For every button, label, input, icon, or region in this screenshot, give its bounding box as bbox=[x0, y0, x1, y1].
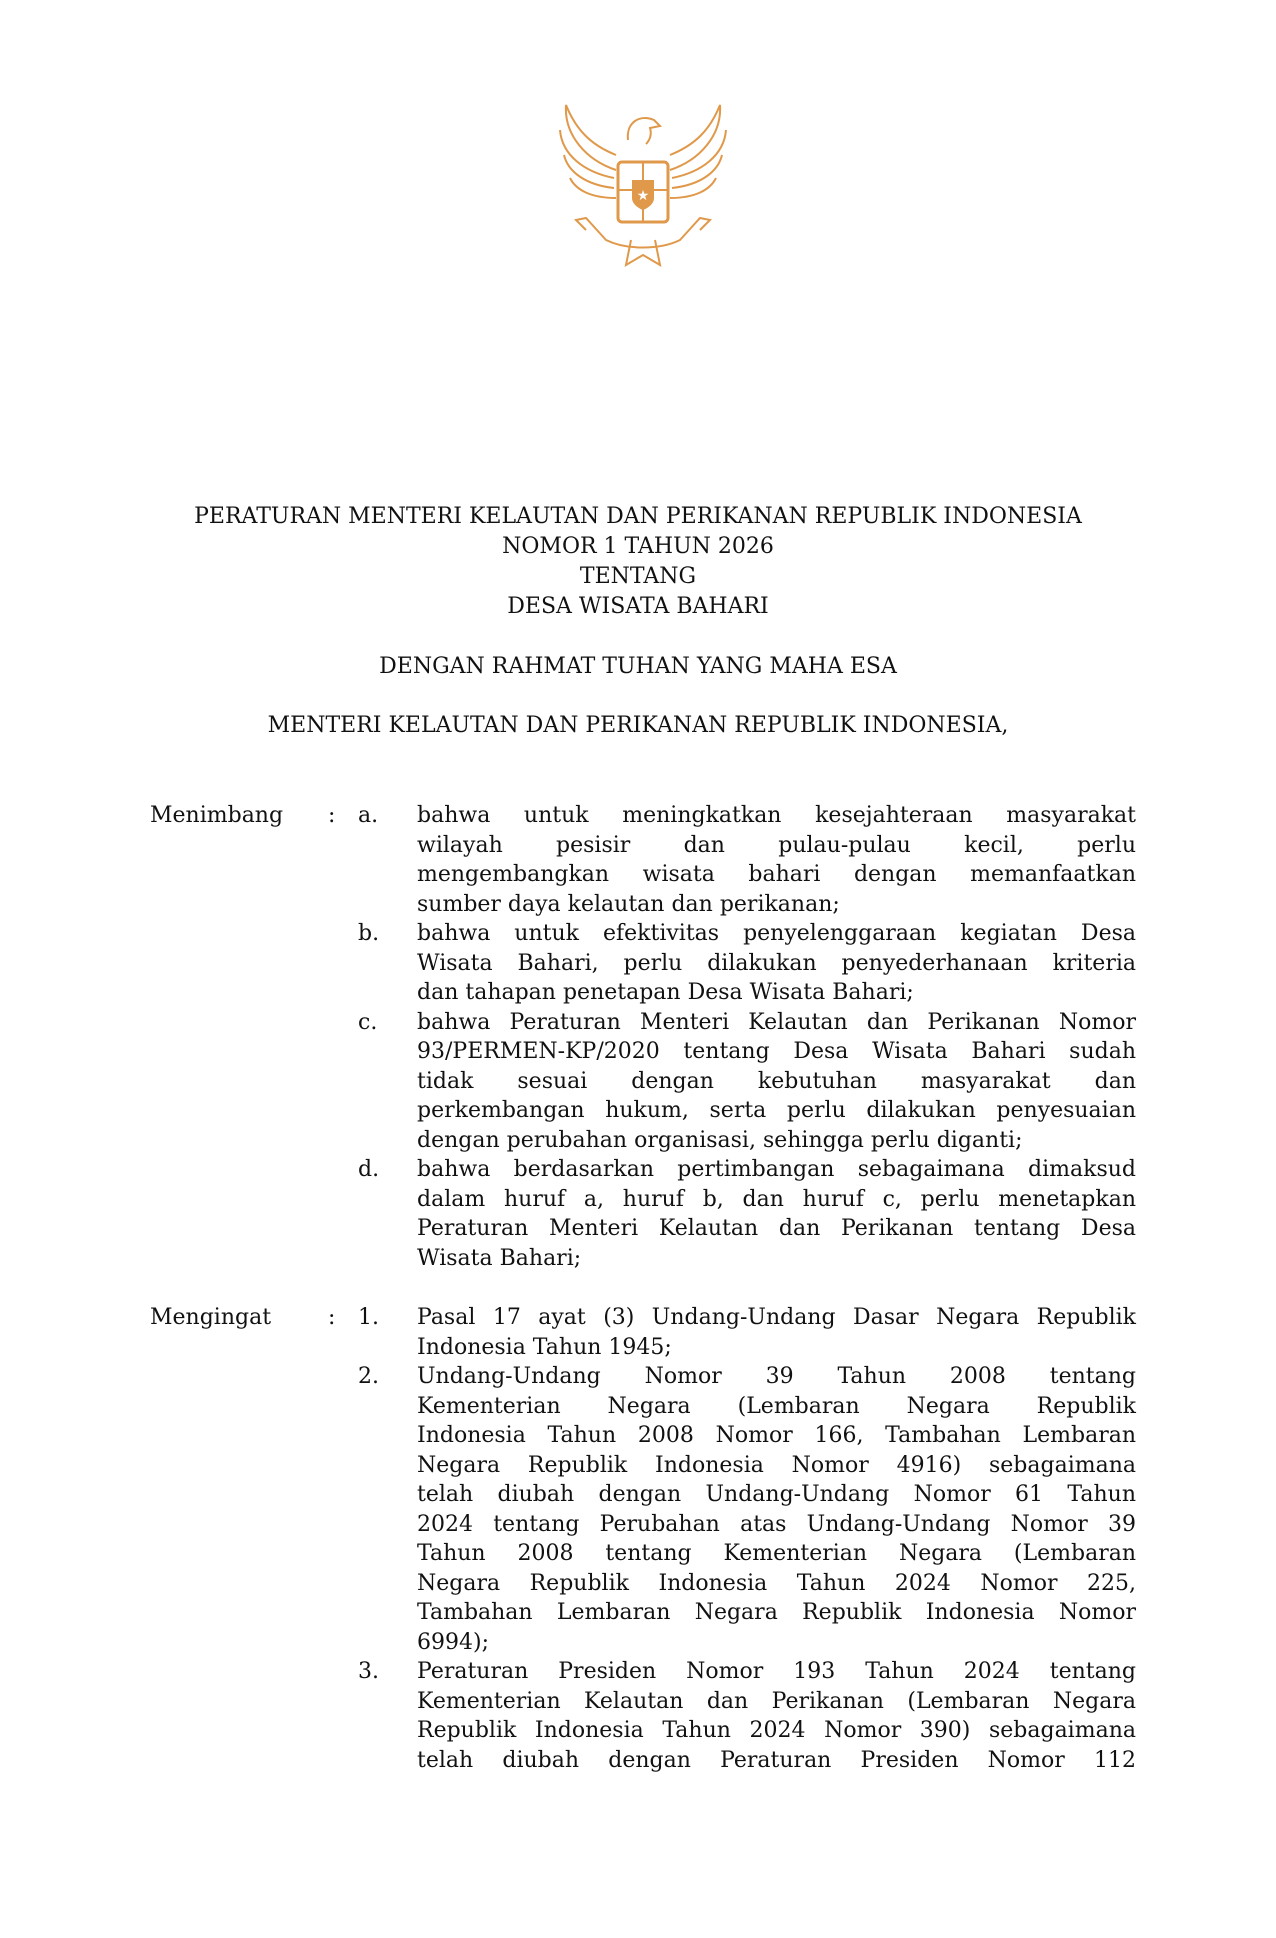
item-text-line: Peraturan Presiden Nomor 193 Tahun 2024 tentang bbox=[417, 1659, 1136, 1684]
item-text-line: mengembangkan wisata bahari dengan memanfaatkan bbox=[417, 862, 1136, 887]
mengingat-item bbox=[150, 1362, 1136, 1657]
garuda-emblem-icon bbox=[556, 100, 730, 278]
item-text-line: bahwa untuk meningkatkan kesejahteraan masyarakat bbox=[417, 803, 1136, 828]
item-text-line: dalam huruf a, huruf b, dan huruf c, perlu menetapkan bbox=[417, 1186, 1136, 1212]
item-number: 3. bbox=[358, 1659, 379, 1684]
item-number: 2. bbox=[358, 1364, 379, 1389]
item-text-line: Kementerian Kelautan dan Perikanan (Lembaran Negara bbox=[417, 1688, 1136, 1714]
item-text-line: Tahun 2008 tentang Kementerian Negara (Lembaran bbox=[417, 1541, 1136, 1566]
menimbang-label: Menimbang bbox=[150, 803, 284, 828]
menimbang-item bbox=[150, 1008, 1136, 1156]
mengingat-section bbox=[150, 1303, 1136, 1775]
item-text-line: Republik Indonesia Tahun 2024 Nomor 390) sebagaimana bbox=[417, 1718, 1136, 1743]
garuda-emblem bbox=[556, 100, 730, 278]
item-text-line: 2024 tentang Perubahan atas Undang-Undang Nomor 39 bbox=[417, 1511, 1136, 1537]
issuer: MENTERI KELAUTAN DAN PERIKANAN REPUBLIK INDONESIA, bbox=[267, 713, 1009, 738]
item-text-line: Undang-Undang Nomor 39 Tahun 2008 tentang bbox=[417, 1364, 1136, 1389]
item-text-line: Wisata Bahari, perlu dilakukan penyederhanaan kriteria bbox=[417, 950, 1136, 976]
item-text-line: Negara Republik Indonesia Nomor 4916) sebagaimana bbox=[417, 1452, 1136, 1478]
colon: : bbox=[328, 803, 336, 828]
mengingat-item bbox=[150, 1303, 1136, 1362]
item-text-line: Tambahan Lembaran Negara Republik Indonesia Nomor bbox=[417, 1600, 1136, 1625]
item-number: d. bbox=[358, 1157, 380, 1182]
title-tentang: TENTANG bbox=[579, 564, 697, 589]
menimbang-item bbox=[150, 1155, 1136, 1273]
item-text-line: Peraturan Menteri Kelautan dan Perikanan tentang Desa bbox=[417, 1216, 1136, 1241]
item-text-line: 6994); bbox=[417, 1629, 489, 1655]
svg-text:★: ★ bbox=[636, 188, 650, 204]
item-text-line: telah diubah dengan Undang-Undang Nomor 61 Tahun bbox=[417, 1482, 1136, 1507]
menimbang-section bbox=[150, 801, 1136, 1273]
item-text-line: telah diubah dengan Peraturan Presiden Nomor 112 bbox=[417, 1747, 1136, 1773]
regulation-title bbox=[0, 502, 1276, 622]
item-text-line: bahwa untuk efektivitas penyelenggaraan kegiatan Desa bbox=[417, 921, 1136, 946]
item-text-line: dengan perubahan organisasi, sehingga perlu diganti; bbox=[417, 1127, 1023, 1153]
item-text-line: Indonesia Tahun 2008 Nomor 166, Tambahan Lembaran bbox=[417, 1423, 1136, 1448]
invocation: DENGAN RAHMAT TUHAN YANG MAHA ESA bbox=[379, 654, 897, 679]
item-text-line: Pasal 17 ayat (3) Undang-Undang Dasar Negara Republik bbox=[417, 1305, 1136, 1330]
item-number: c. bbox=[358, 1009, 378, 1035]
item-text-line: Kementerian Negara (Lembaran Negara Republik bbox=[417, 1393, 1136, 1419]
title-line: PERATURAN MENTERI KELAUTAN DAN PERIKANAN REPUBLIK INDONESIA bbox=[194, 504, 1082, 529]
item-number: a. bbox=[358, 803, 379, 828]
item-text-line: wilayah pesisir dan pulau-pulau kecil, perlu bbox=[417, 832, 1136, 858]
item-text-line: perkembangan hukum, serta perlu dilakukan penyesuaian bbox=[417, 1098, 1136, 1123]
item-number: 1. bbox=[358, 1305, 379, 1330]
item-text-line: tidak sesuai dengan kebutuhan masyarakat dan bbox=[417, 1068, 1136, 1094]
item-text-line: dan tahapan penetapan Desa Wisata Bahari; bbox=[417, 980, 914, 1005]
item-text-line: Wisata Bahari; bbox=[417, 1245, 582, 1271]
mengingat-item bbox=[150, 1657, 1136, 1775]
colon: : bbox=[328, 1305, 336, 1330]
mengingat-label: Mengingat bbox=[150, 1305, 272, 1330]
item-text-line: Indonesia Tahun 1945; bbox=[417, 1334, 672, 1360]
regulation-number: NOMOR 1 TAHUN 2026 bbox=[502, 534, 774, 559]
menimbang-item bbox=[150, 801, 1136, 919]
item-text-line: bahwa berdasarkan pertimbangan sebagaimana dimaksud bbox=[417, 1157, 1136, 1182]
menimbang-item bbox=[150, 919, 1136, 1008]
item-text-line: 93/PERMEN-KP/2020 tentang Desa Wisata Bahari sudah bbox=[417, 1039, 1136, 1064]
item-text-line: Negara Republik Indonesia Tahun 2024 Nomor 225, bbox=[417, 1570, 1136, 1596]
item-text-line: sumber daya kelautan dan perikanan; bbox=[417, 891, 840, 917]
item-number: b. bbox=[358, 921, 380, 946]
item-text-line: bahwa Peraturan Menteri Kelautan dan Perikanan Nomor bbox=[417, 1009, 1136, 1035]
regulation-subject: DESA WISATA BAHARI bbox=[507, 594, 769, 619]
